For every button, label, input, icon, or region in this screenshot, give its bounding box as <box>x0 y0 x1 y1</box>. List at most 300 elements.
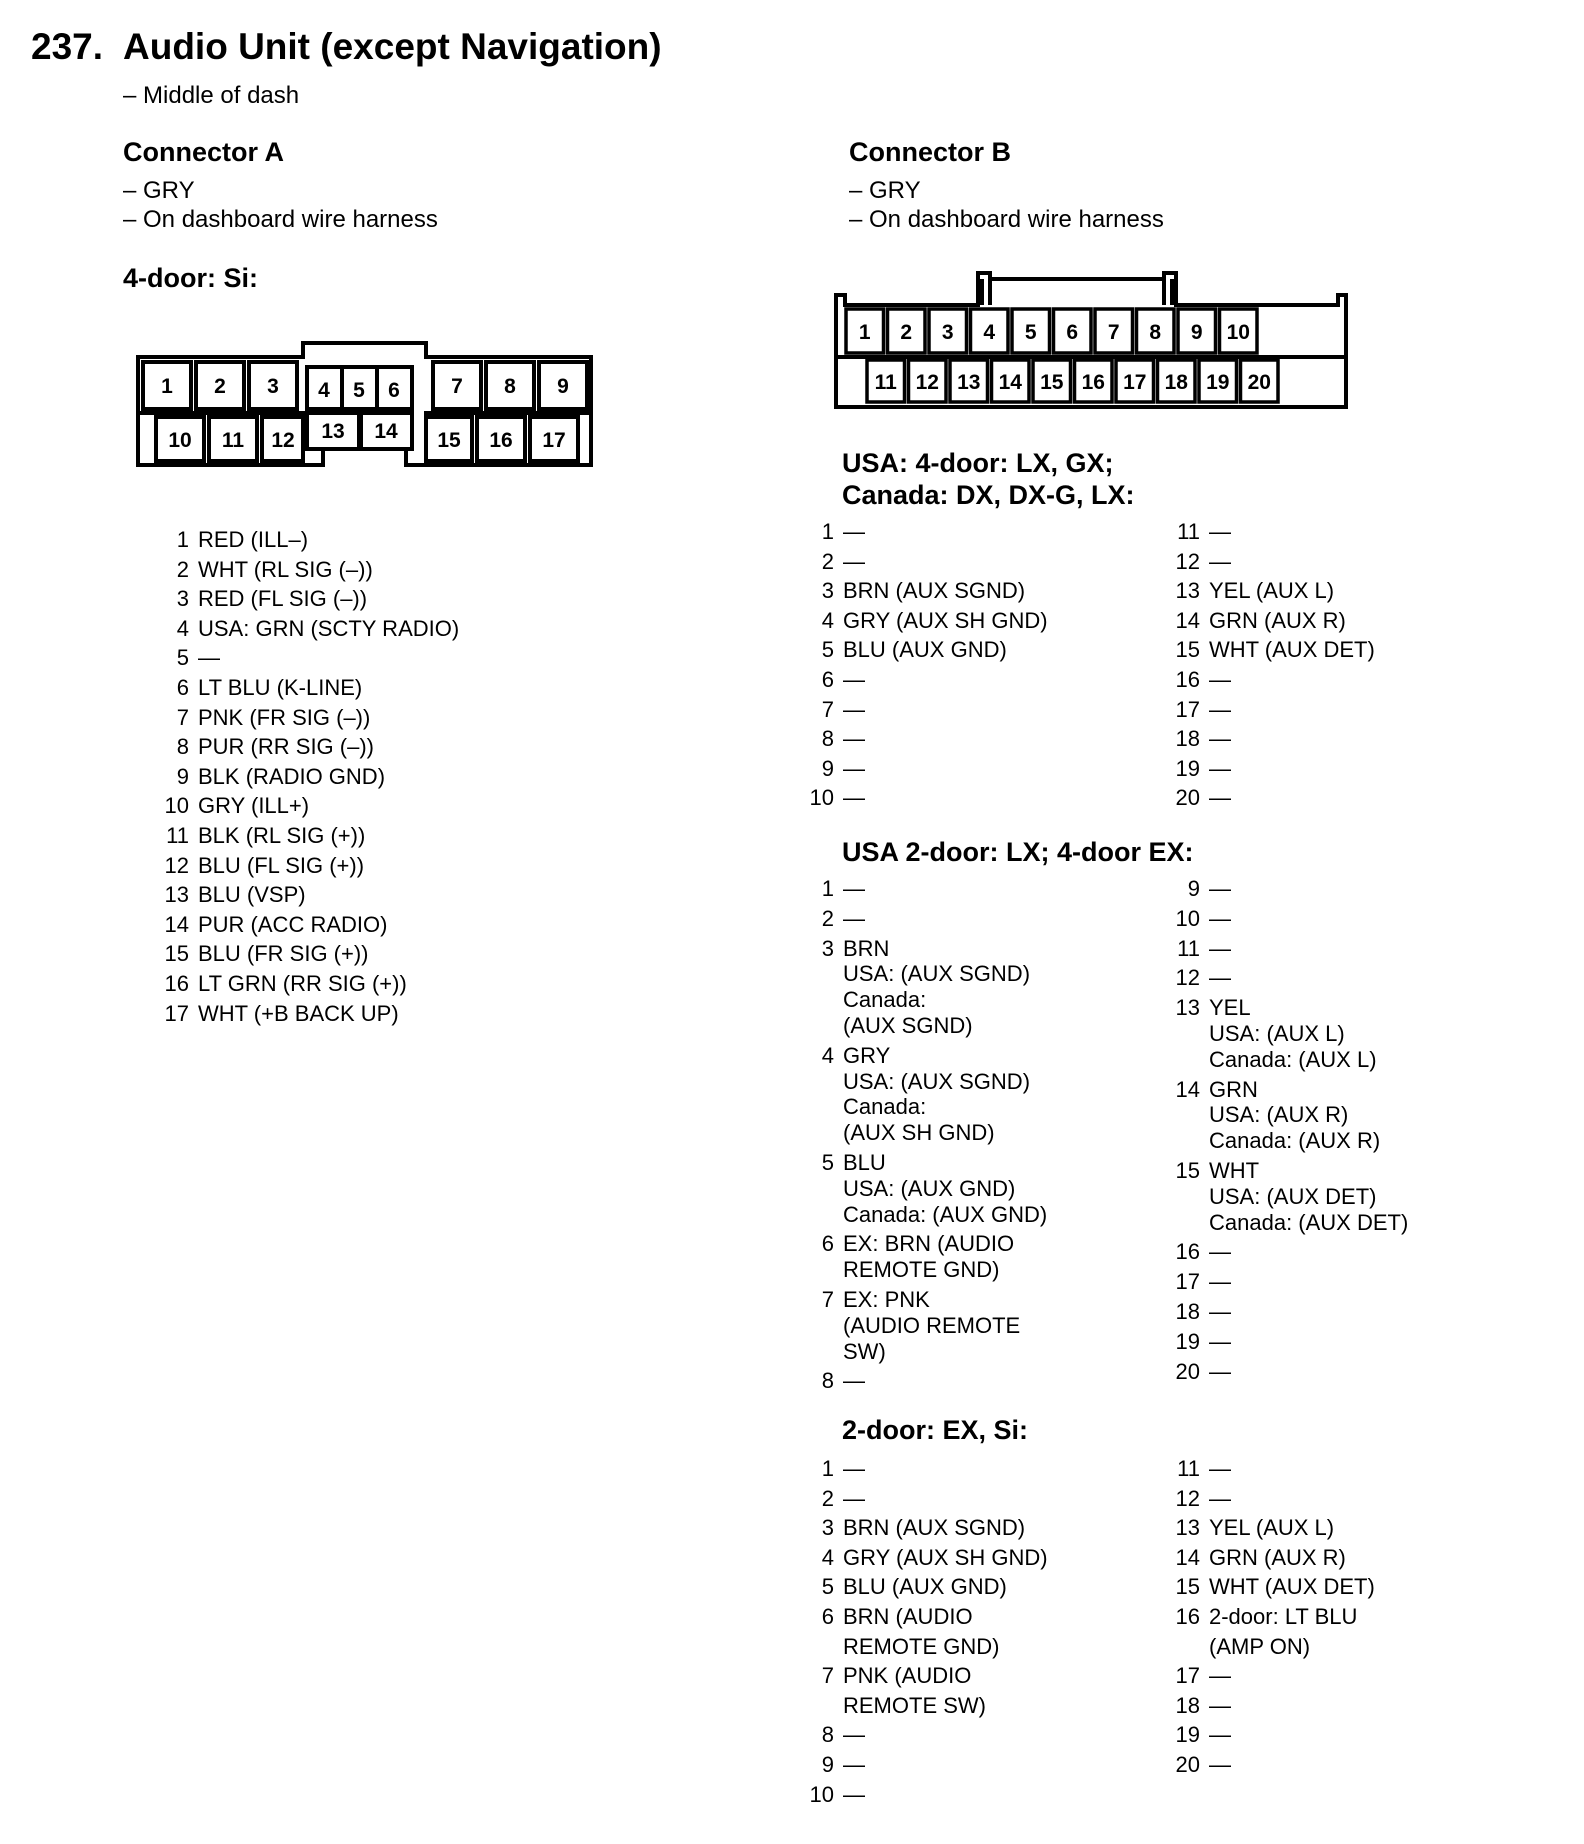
pin-number: 9 <box>1187 876 1200 901</box>
pin-value-line: BLK (RADIO GND) <box>198 763 386 789</box>
connector-b-color: – GRY <box>849 177 921 204</box>
pin-row <box>1166 1602 1375 1661</box>
pin-number: 14 <box>1175 607 1200 633</box>
pin-value <box>1209 1720 1231 1750</box>
connector-b-diagram <box>830 265 1360 415</box>
pin-row <box>800 517 1048 547</box>
pin-value <box>198 643 220 673</box>
pin-value <box>198 555 373 585</box>
connector-b-cell-label: 14 <box>998 371 1022 394</box>
pin-row <box>1166 1691 1375 1721</box>
connector-a-cell-label: 10 <box>168 429 192 452</box>
pin-row <box>1166 1359 1408 1385</box>
pin-number: 15 <box>1175 1157 1200 1183</box>
pin-value-line: USA: (AUX SGND) <box>843 1068 1031 1094</box>
pin-value-line: — <box>843 726 865 752</box>
connector-a-cell-label: 9 <box>557 375 569 398</box>
section-2-right-pins <box>1166 876 1408 1388</box>
connector-a-title: Connector A <box>123 137 284 167</box>
pin-number: 16 <box>164 970 189 996</box>
pin-row <box>800 783 1048 813</box>
pin-number: 5 <box>821 1149 834 1175</box>
pin-value <box>1209 665 1231 695</box>
pin-row <box>1166 1484 1375 1514</box>
connector-a-cell-label: 14 <box>374 420 398 443</box>
pin-value <box>198 851 364 881</box>
connector-b-cell-label: 2 <box>900 321 913 344</box>
pin-row <box>800 665 1048 695</box>
pin-row <box>155 584 459 614</box>
pin-row <box>1166 754 1375 784</box>
heading-line: USA: 4-door: LX, GX; <box>842 448 1114 478</box>
connector-b-cell-label: 18 <box>1164 371 1188 394</box>
pin-value <box>198 732 374 762</box>
pin-value-line: BLU (AUX GND) <box>843 637 1007 663</box>
pin-value-line: BLU (FL SIG (+)) <box>198 852 365 878</box>
pin-value-line: — <box>843 548 865 574</box>
pin-number: 6 <box>821 666 834 692</box>
pin-value-line: — <box>1209 1692 1231 1718</box>
pin-row <box>800 754 1048 784</box>
connector-b-cell-label: 5 <box>1024 321 1037 344</box>
pin-value-line: — <box>1209 696 1231 722</box>
pin-row <box>1166 517 1375 547</box>
pin-number: 17 <box>1175 1269 1200 1295</box>
pin-value <box>843 936 1030 1039</box>
pin-value <box>1209 754 1231 784</box>
pin-value-line: BLU <box>843 1149 886 1175</box>
pin-row <box>800 606 1048 636</box>
pin-number: 20 <box>1175 785 1200 811</box>
pin-row <box>1166 635 1375 665</box>
pin-value <box>1209 1661 1231 1691</box>
pin-value <box>1209 1158 1408 1235</box>
pin-row <box>1166 783 1375 813</box>
pin-number: 18 <box>1175 1692 1200 1718</box>
pin-value <box>198 969 407 999</box>
pin-value <box>1209 995 1377 1072</box>
pin-row <box>800 876 1047 902</box>
section-3-right-pins <box>1166 1454 1375 1780</box>
connector-b-cell-label: 6 <box>1066 321 1079 344</box>
pin-value-line: USA: (AUX GND) <box>843 1175 1016 1201</box>
pin-value <box>1209 724 1231 754</box>
pin-row <box>800 724 1048 754</box>
pin-value-line: — <box>1209 1751 1231 1777</box>
pin-value-line: — <box>1209 935 1231 961</box>
pin-value <box>843 724 865 754</box>
section-1-right-pins <box>1166 517 1375 813</box>
pin-value-line: — <box>1209 876 1231 901</box>
pin-number: 19 <box>1175 755 1200 781</box>
pin-row <box>800 906 1047 932</box>
pin-number: 16 <box>1175 666 1200 692</box>
pin-value-line: REMOTE GND) <box>843 1633 1000 1659</box>
pin-value <box>198 939 369 969</box>
pin-value-line: GRY (AUX SH GND) <box>843 1544 1048 1570</box>
connector-b-cell-label: 16 <box>1081 371 1105 394</box>
pin-number: 4 <box>176 615 189 641</box>
pin-value <box>843 1661 986 1720</box>
pin-value-line: Canada: (AUX GND) <box>843 1201 1048 1227</box>
pin-number: 14 <box>164 911 189 937</box>
pin-row <box>800 1750 1048 1780</box>
pin-value <box>1209 936 1231 962</box>
pin-value <box>198 703 370 733</box>
pin-value-line: — <box>843 1751 865 1777</box>
pin-value-line: — <box>198 645 220 671</box>
pin-value-line: — <box>843 905 865 931</box>
pin-value-line: RED (ILL–) <box>198 527 309 552</box>
pin-number: 13 <box>1175 578 1200 604</box>
pin-number: 12 <box>1175 548 1200 574</box>
pin-value <box>198 791 309 821</box>
section-1-heading <box>842 447 1135 511</box>
pin-number: 2 <box>821 548 834 574</box>
pin-value-line: (AUDIO REMOTE <box>843 1312 1021 1338</box>
pin-value <box>1209 547 1231 577</box>
pin-value-line: — <box>843 1722 865 1748</box>
pin-value <box>1209 1513 1334 1543</box>
connector-b-cell-label: 7 <box>1107 321 1120 344</box>
connector-b-cell-label: 10 <box>1226 321 1250 344</box>
section-2-heading <box>842 836 1194 868</box>
pin-number: 10 <box>809 785 834 811</box>
pin-number: 3 <box>821 578 834 604</box>
pin-value-line: LT GRN (RR SIG (+)) <box>198 970 407 996</box>
pin-number: 10 <box>1175 905 1200 931</box>
pin-row <box>1166 1269 1408 1295</box>
pin-value-line: BLU (VSP) <box>198 882 306 908</box>
pin-value <box>198 614 459 644</box>
pin-value <box>1209 606 1346 636</box>
pin-value-line: WHT (RL SIG (–)) <box>198 556 373 582</box>
pin-row <box>1166 1513 1375 1543</box>
pin-value-line: — <box>1209 666 1231 692</box>
pin-row <box>1166 1572 1375 1602</box>
pin-value <box>1209 1077 1380 1154</box>
pin-value-line: PUR (RR SIG (–)) <box>198 734 374 760</box>
section-3-heading <box>842 1414 1028 1446</box>
pin-value <box>843 1043 1030 1146</box>
pin-value <box>843 1750 865 1780</box>
connector-a-diagram <box>130 335 600 475</box>
pin-value-line: Canada: (AUX L) <box>1209 1046 1377 1072</box>
pin-row <box>1166 1720 1375 1750</box>
connector-a-harness: – On dashboard wire harness <box>123 206 438 233</box>
pin-value <box>198 762 385 792</box>
connector-a-cell-label: 8 <box>504 375 516 398</box>
pin-number: 13 <box>164 882 189 908</box>
connector-a-cell-label: 11 <box>221 429 245 452</box>
pin-value-line: — <box>1209 755 1231 781</box>
pin-value-line: GRN (AUX R) <box>1209 607 1346 633</box>
pin-value-line: WHT (+B BACK UP) <box>198 1000 399 1026</box>
pin-row <box>1166 965 1408 991</box>
pin-row <box>155 703 459 733</box>
connector-a-cell-label: 3 <box>267 375 279 398</box>
pin-value <box>1209 1299 1231 1325</box>
pin-number: 12 <box>1175 1485 1200 1511</box>
connector-b-harness: – On dashboard wire harness <box>849 206 1164 233</box>
pin-value-line: — <box>843 755 865 781</box>
pin-value-line: BLU (AUX GND) <box>843 1574 1007 1600</box>
pin-value <box>1209 576 1334 606</box>
pin-row <box>155 791 459 821</box>
pin-value-line: PUR (ACC RADIO) <box>198 911 388 937</box>
pin-value-line: — <box>843 785 865 811</box>
pin-row <box>155 673 459 703</box>
pin-value-line: — <box>1209 1269 1231 1295</box>
pin-value <box>843 547 865 577</box>
pin-value <box>198 910 387 940</box>
pin-value <box>1209 1454 1231 1484</box>
pin-value-line: — <box>843 1368 865 1394</box>
pin-row <box>155 643 459 673</box>
pin-value-line: USA: (AUX R) <box>1209 1102 1349 1128</box>
pin-row <box>1166 1239 1408 1265</box>
pin-value <box>1209 906 1231 932</box>
pin-row <box>1166 906 1408 932</box>
pin-value-line: USA: (AUX DET) <box>1209 1183 1377 1209</box>
pin-row <box>800 635 1048 665</box>
pin-value <box>198 673 362 703</box>
pin-number: 20 <box>1175 1358 1200 1384</box>
pin-value <box>843 1720 865 1750</box>
pin-number: 11 <box>1177 935 1200 961</box>
pin-value-line: — <box>843 876 865 901</box>
pin-number: 5 <box>821 637 834 663</box>
connector-b-cell-label: 8 <box>1149 321 1162 344</box>
pin-value <box>1209 635 1375 665</box>
pin-value <box>1209 1329 1231 1355</box>
connector-a-color: – GRY <box>123 177 195 204</box>
pin-value-line: REMOTE SW) <box>843 1692 986 1718</box>
pin-number: 6 <box>821 1231 834 1257</box>
pin-number: 15 <box>1175 1574 1200 1600</box>
pin-value-line: — <box>1209 785 1231 811</box>
pin-value-line: WHT (AUX DET) <box>1209 1574 1375 1600</box>
pin-number: 8 <box>821 726 834 752</box>
pin-value <box>843 1231 1014 1283</box>
pin-value-line: WHT <box>1209 1157 1260 1183</box>
pin-value-line: — <box>1209 1239 1231 1265</box>
pin-value <box>1209 1359 1231 1385</box>
pin-number: 7 <box>821 1286 834 1312</box>
pin-value-line: — <box>1209 726 1231 752</box>
pin-value-line: EX: PNK <box>843 1286 930 1312</box>
pin-row <box>155 910 459 940</box>
page-title <box>31 26 662 68</box>
section-1-left-pins <box>800 517 1048 813</box>
connector-b-cell-label: 11 <box>874 371 897 394</box>
pin-value-line: PNK (FR SIG (–)) <box>198 704 371 730</box>
pin-number: 13 <box>1175 1515 1200 1541</box>
pin-number: 10 <box>164 793 189 819</box>
pin-number: 7 <box>176 704 189 730</box>
pin-value-line: — <box>843 519 865 544</box>
pin-value-line: YEL (AUX L) <box>1209 1515 1335 1541</box>
pin-number: 3 <box>821 1515 834 1541</box>
pin-row <box>1166 606 1375 636</box>
title-text: Audio Unit (except Navigation) <box>123 26 662 67</box>
pin-value <box>843 876 865 902</box>
pin-value-line: BRN (AUX SGND) <box>843 1515 1026 1541</box>
pin-row <box>155 821 459 851</box>
heading-line: 2-door: EX, Si: <box>842 1415 1029 1445</box>
location-note: – Middle of dash <box>123 82 300 109</box>
pin-number: 4 <box>821 1544 834 1570</box>
pin-row <box>800 576 1048 606</box>
pin-number: 8 <box>176 734 189 760</box>
pin-number: 4 <box>821 607 834 633</box>
pin-value-line: RED (FL SIG (–)) <box>198 586 368 612</box>
pin-number: 18 <box>1175 1298 1200 1324</box>
pin-value-line: SW) <box>843 1338 886 1364</box>
pin-row <box>1166 1299 1408 1325</box>
pin-value-line: — <box>843 1781 865 1807</box>
pin-number: 20 <box>1175 1751 1200 1777</box>
section-3-left-pins <box>800 1454 1048 1809</box>
pin-value <box>843 665 865 695</box>
pin-row <box>155 969 459 999</box>
pin-value-line: GRY <box>843 1042 891 1068</box>
connector-b-title: Connector B <box>849 137 1011 167</box>
pin-value-line: WHT (AUX DET) <box>1209 637 1375 663</box>
pin-value <box>843 754 865 784</box>
pin-value <box>843 1484 865 1514</box>
pin-value-line: — <box>1209 548 1231 574</box>
pin-value-line: — <box>1209 1485 1231 1511</box>
pin-number: 9 <box>821 755 834 781</box>
heading-line: Canada: DX, DX-G, LX: <box>842 480 1135 510</box>
pin-value <box>198 525 308 555</box>
pin-value <box>843 576 1025 606</box>
pin-value <box>1209 1484 1231 1514</box>
connector-b-cell-label: 15 <box>1040 371 1064 394</box>
section-number: 237. <box>31 26 104 67</box>
pin-row <box>155 762 459 792</box>
pin-row <box>800 1454 1048 1484</box>
pin-value-line: (AUX SGND) <box>843 1012 973 1038</box>
pin-value-line: Canada: (AUX DET) <box>1209 1209 1409 1235</box>
connector-a-cell-label: 6 <box>388 379 400 402</box>
connector-a-cell-label: 12 <box>271 429 295 452</box>
pin-number: 15 <box>1175 637 1200 663</box>
pin-number: 3 <box>176 586 189 612</box>
pin-value <box>198 584 367 614</box>
pin-value-line: — <box>1209 1358 1231 1384</box>
pin-number: 14 <box>1175 1076 1200 1102</box>
pin-number: 13 <box>1175 995 1200 1021</box>
pin-value-line: Canada: (AUX R) <box>1209 1128 1381 1154</box>
pin-value <box>843 606 1048 636</box>
pin-value <box>843 1543 1048 1573</box>
pin-value <box>1209 517 1231 547</box>
pin-value <box>843 1454 865 1484</box>
pin-number: 11 <box>1177 1456 1200 1481</box>
pin-value-line: (AUX SH GND) <box>843 1120 995 1146</box>
connector-b-cell-label: 13 <box>957 371 981 394</box>
pin-number: 6 <box>821 1603 834 1629</box>
pin-value <box>843 783 865 813</box>
pin-number: 5 <box>821 1574 834 1600</box>
pin-row <box>800 1513 1048 1543</box>
pin-number: 10 <box>809 1781 834 1807</box>
connector-a-cell-label: 2 <box>214 375 226 398</box>
pin-value <box>1209 783 1231 813</box>
pin-row <box>1166 576 1375 606</box>
pin-row <box>155 939 459 969</box>
pin-value <box>198 821 365 851</box>
pin-row <box>800 1231 1047 1283</box>
pin-value-line: — <box>843 1485 865 1511</box>
pin-value <box>1209 1691 1231 1721</box>
pin-value <box>1209 695 1231 725</box>
pin-value-line: PNK (AUDIO <box>843 1663 972 1689</box>
pin-row <box>800 1368 1047 1394</box>
pin-value-line: — <box>1209 1663 1231 1689</box>
pin-value-line: YEL (AUX L) <box>1209 578 1335 604</box>
pin-row <box>155 614 459 644</box>
pin-value-line: USA: (AUX L) <box>1209 1020 1345 1046</box>
connector-b-cell-label: 19 <box>1206 371 1230 394</box>
pin-number: 1 <box>821 1456 834 1481</box>
pin-value-line: GRN <box>1209 1076 1258 1102</box>
connector-a-cell-label: 16 <box>489 429 513 452</box>
pin-value-line: BLK (RL SIG (+)) <box>198 822 366 848</box>
pin-number: 9 <box>176 763 189 789</box>
pin-number: 11 <box>1177 519 1200 544</box>
pin-value-line: LT BLU (K-LINE) <box>198 674 363 700</box>
pin-row <box>1166 1543 1375 1573</box>
pin-value-line: YEL <box>1209 995 1251 1021</box>
pin-value-line: GRY (ILL+) <box>198 793 310 819</box>
pin-value-line: — <box>1209 1298 1231 1324</box>
pin-value-line: — <box>843 666 865 692</box>
pin-number: 16 <box>1175 1239 1200 1265</box>
pin-row <box>800 1043 1047 1146</box>
pin-row <box>155 999 459 1029</box>
pin-row <box>800 1661 1048 1720</box>
pin-value <box>843 1513 1025 1543</box>
pin-number: 8 <box>821 1368 834 1394</box>
pin-value-line: — <box>1209 965 1231 991</box>
pin-value-line: (AMP ON) <box>1209 1633 1311 1659</box>
pin-number: 16 <box>1175 1603 1200 1629</box>
pin-value-line: BRN <box>843 935 890 961</box>
pin-value <box>843 906 865 932</box>
pin-value-line: Canada: <box>843 987 927 1013</box>
pin-row <box>800 1780 1048 1810</box>
pin-row <box>1166 1750 1375 1780</box>
section-2-left-pins <box>800 876 1047 1398</box>
pin-value <box>1209 1269 1231 1295</box>
pin-number: 7 <box>821 696 834 722</box>
connector-b-cell-label: 3 <box>941 321 954 344</box>
connector-a-cell-label: 15 <box>437 429 461 452</box>
pin-row <box>800 1543 1048 1573</box>
pin-row <box>1166 1158 1408 1235</box>
connector-a-cell-label: 17 <box>542 429 566 452</box>
pin-value-line: — <box>1209 1456 1231 1481</box>
pin-row <box>1166 724 1375 754</box>
pin-value-line: — <box>1209 905 1231 931</box>
pin-row <box>1166 547 1375 577</box>
pin-value <box>843 1368 865 1394</box>
pin-number: 2 <box>176 556 189 582</box>
pin-row <box>800 695 1048 725</box>
